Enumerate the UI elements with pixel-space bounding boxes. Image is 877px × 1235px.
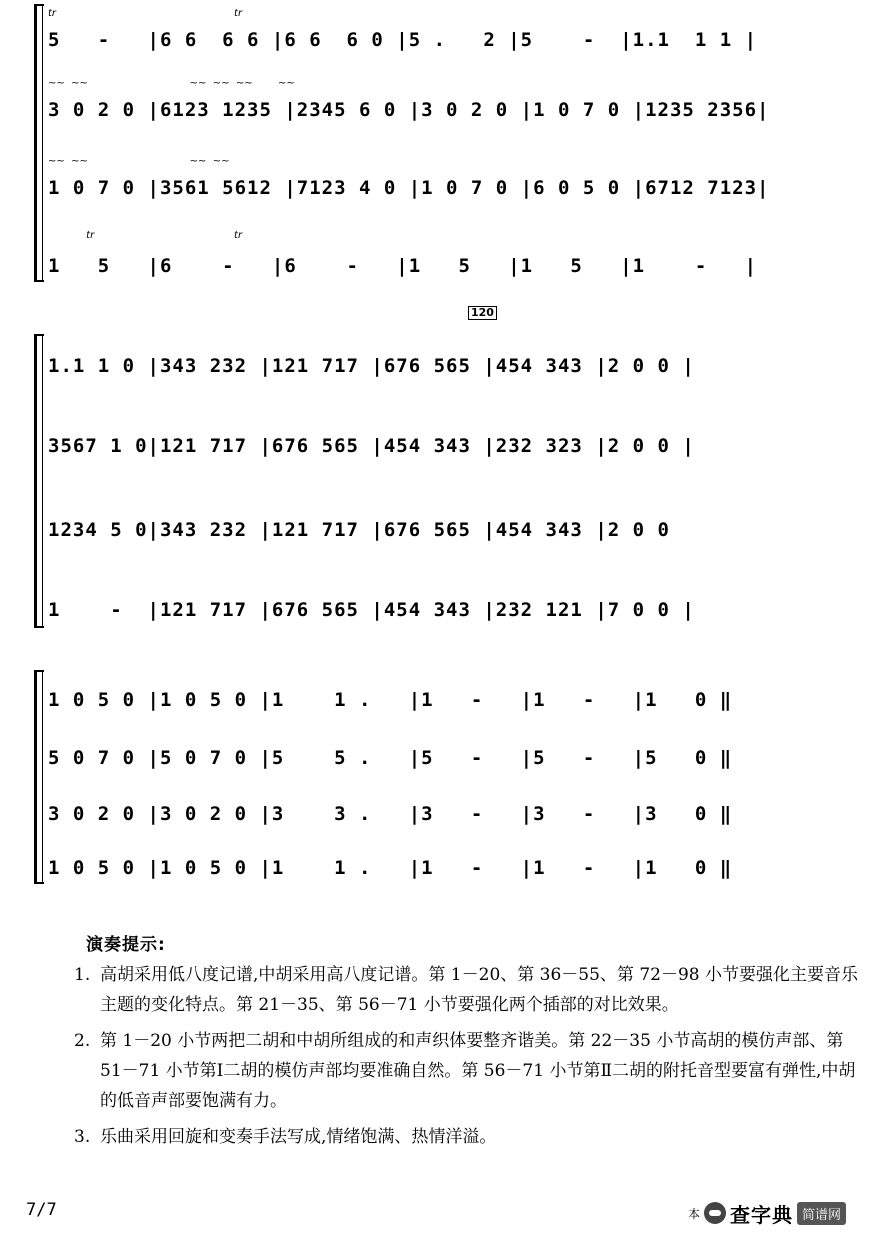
- system-2: [28, 306, 869, 628]
- staff-marks: ~~ ~~ ~~ ~~: [48, 156, 230, 167]
- page-number: 7/7: [26, 1200, 57, 1220]
- staff-notes: 1234 5 0|343 232 |121 717 |676 565 |454 343 |2 0 0: [48, 519, 683, 541]
- staff-notes: 1 - |121 717 |676 565 |454 343 |232 121 |7 0 0 |: [48, 599, 695, 621]
- watermark-prefix: 本: [688, 1206, 701, 1221]
- note-number: 3.: [74, 1127, 91, 1147]
- staff-zhonghu: [48, 230, 869, 278]
- mascot-icon: [704, 1202, 726, 1224]
- staff-marks: tr tr: [48, 230, 243, 241]
- performance-notes-title: 演奏提示:: [86, 935, 166, 955]
- watermark-tag: 简谱网: [797, 1202, 846, 1225]
- rehearsal-mark: 120: [468, 306, 497, 320]
- system-brace: [34, 670, 45, 884]
- performance-note: [70, 1122, 860, 1152]
- staff-notes: 3567 1 0|121 717 |676 565 |454 343 |232 323 |2 0 0 |: [48, 435, 695, 457]
- note-text: 第 1－20 小节两把二胡和中胡所组成的和声织体要整齐谐美。第 22－35 小节高胡的模仿声部、第 51－71 小节第Ⅰ二胡的模仿声部均要准确自然。第 56－71 小节第Ⅱ二胡的附托音型要富有弹性,中胡的低音声部要饱满有力。: [100, 1031, 856, 1111]
- staff-notes: 3 0 2 0 |6123 1235 |2345 6 0 |3 0 2 0 |1 0 7 0 |1235 2356|: [48, 99, 770, 121]
- staff-notes: 3 0 2 0 |3 0 2 0 |3 3 . |3 - |3 - |3 0 ‖: [48, 803, 733, 825]
- system-1: [28, 4, 869, 282]
- staff-erhu-1: [48, 414, 869, 458]
- staff-zhonghu: [48, 578, 869, 622]
- note-number: 1.: [74, 965, 91, 985]
- staff-erhu-1: [48, 734, 869, 770]
- system-brace: [34, 4, 45, 282]
- staff-gaohu: [48, 676, 869, 712]
- system-line: [42, 4, 43, 282]
- performance-note: [70, 960, 860, 1020]
- note-number: 2.: [74, 1031, 91, 1051]
- staff-erhu-1: [48, 78, 869, 122]
- system-brace: [34, 334, 45, 628]
- system-line: [42, 334, 43, 628]
- watermark-name: 查字典: [730, 1202, 794, 1227]
- staff-notes: 1 0 5 0 |1 0 5 0 |1 1 . |1 - |1 - |1 0 ‖: [48, 689, 733, 711]
- staff-gaohu: [48, 334, 869, 378]
- staff-notes: 1.1 1 0 |343 232 |121 717 |676 565 |454 343 |2 0 0 |: [48, 355, 695, 377]
- staff-marks: tr tr: [48, 8, 243, 19]
- staff-marks: ~~ ~~ ~~ ~~ ~~ ~~: [48, 78, 295, 89]
- staff-notes: 1 5 |6 - |6 - |1 5 |1 5 |1 - |: [48, 255, 758, 277]
- staff-zhonghu: [48, 844, 869, 880]
- note-text: 高胡采用低八度记谱,中胡采用高八度记谱。第 1－20、第 36－55、第 72－98 小节要强化主要音乐主题的变化特点。第 21－35、第 56－71 小节要强化两个插部的对比效果。: [100, 965, 858, 1015]
- staff-notes: 1 0 5 0 |1 0 5 0 |1 1 . |1 - |1 - |1 0 ‖: [48, 857, 733, 879]
- staff-erhu-2: [48, 790, 869, 826]
- system-line: [42, 670, 43, 884]
- staff-gaohu: [48, 8, 869, 52]
- staff-notes: 1 0 7 0 |3561 5612 |7123 4 0 |1 0 7 0 |6 0 5 0 |6712 7123|: [48, 177, 770, 199]
- staff-erhu-2: [48, 156, 869, 200]
- staff-notes: 5 - |6 6 6 6 |6 6 6 0 |5 . 2 |5 - |1.1 1 1 |: [48, 29, 758, 51]
- performance-note: [70, 1026, 860, 1116]
- system-3: [28, 670, 869, 884]
- note-text: 乐曲采用回旋和变奏手法写成,情绪饱满、热情洋溢。: [100, 1127, 497, 1147]
- performance-notes-list: [70, 960, 860, 1158]
- site-watermark: [688, 1196, 846, 1230]
- staff-erhu-2: [48, 498, 869, 542]
- staff-notes: 5 0 7 0 |5 0 7 0 |5 5 . |5 - |5 - |5 0 ‖: [48, 747, 733, 769]
